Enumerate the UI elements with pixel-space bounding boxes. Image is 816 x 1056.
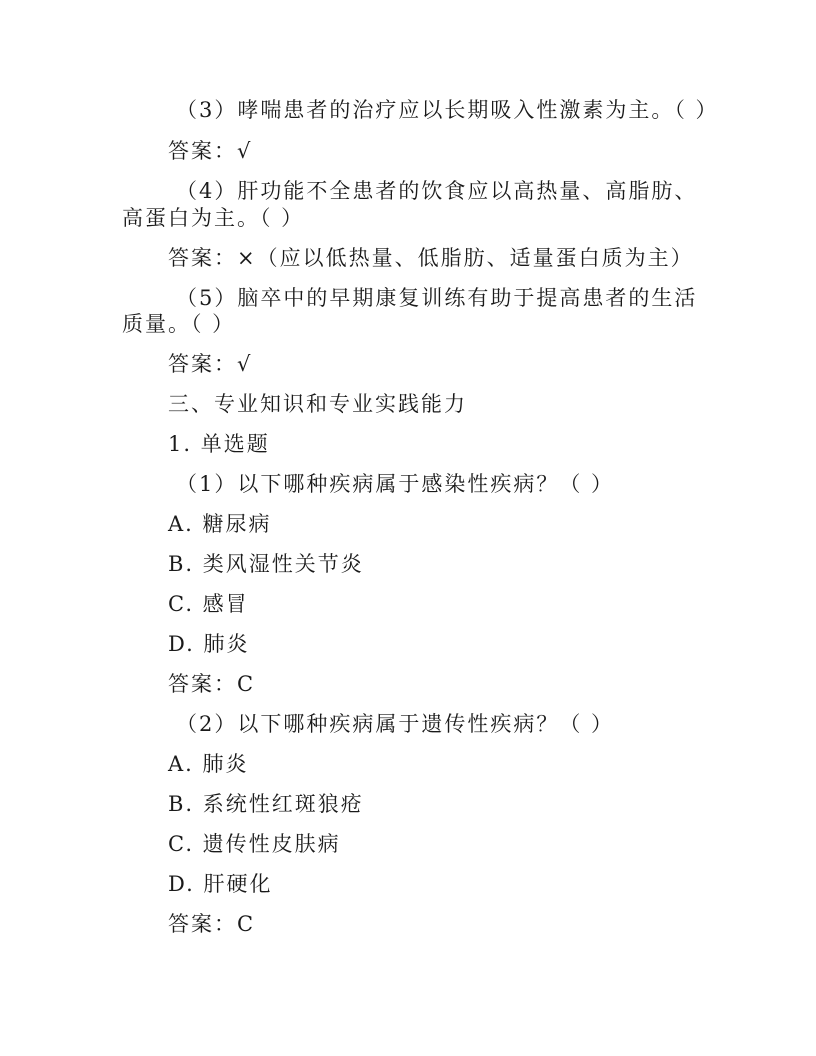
mc-1-option-a: A. 糖尿病 <box>168 512 272 536</box>
mc-2-option-c: C. 遗传性皮肤病 <box>168 832 341 856</box>
question-5-text-line2: 质量。（ ） <box>122 312 236 336</box>
question-5-answer: 答案：√ <box>168 352 253 376</box>
mc-1-option-b: B. 类风湿性关节炎 <box>168 552 364 576</box>
mc-question-1: （1）以下哪种疾病属于感染性疾病？（ ） <box>176 472 615 496</box>
mc-2-option-b: B. 系统性红斑狼疮 <box>168 792 364 816</box>
section-3-title: 三、专业知识和专业实践能力 <box>168 392 467 416</box>
question-3-text: （3）哮喘患者的治疗应以长期吸入性激素为主。（ ） <box>176 98 719 122</box>
question-4-answer: 答案：×（应以低热量、低脂肪、适量蛋白质为主） <box>168 246 694 270</box>
question-3-answer: 答案：√ <box>168 139 253 163</box>
question-5-text-line1: （5）脑卒中的早期康复训练有助于提高患者的生活 <box>176 286 698 310</box>
mc-2-answer: 答案：C <box>168 912 256 936</box>
mc-1-answer: 答案：C <box>168 672 256 696</box>
mc-1-option-d: D. 肺炎 <box>168 632 250 656</box>
mc-question-2: （2）以下哪种疾病属于遗传性疾病？（ ） <box>176 712 615 736</box>
question-4-text-line2: 高蛋白为主。（ ） <box>122 206 305 230</box>
mc-1-option-c: C. 感冒 <box>168 592 249 616</box>
mc-2-option-a: A. 肺炎 <box>168 752 249 776</box>
mc-2-option-d: D. 肝硬化 <box>168 872 273 896</box>
subsection-1-title: 1. 单选题 <box>168 432 270 456</box>
question-4-text-line1: （4）肝功能不全患者的饮食应以高热量、高脂肪、 <box>176 179 698 203</box>
